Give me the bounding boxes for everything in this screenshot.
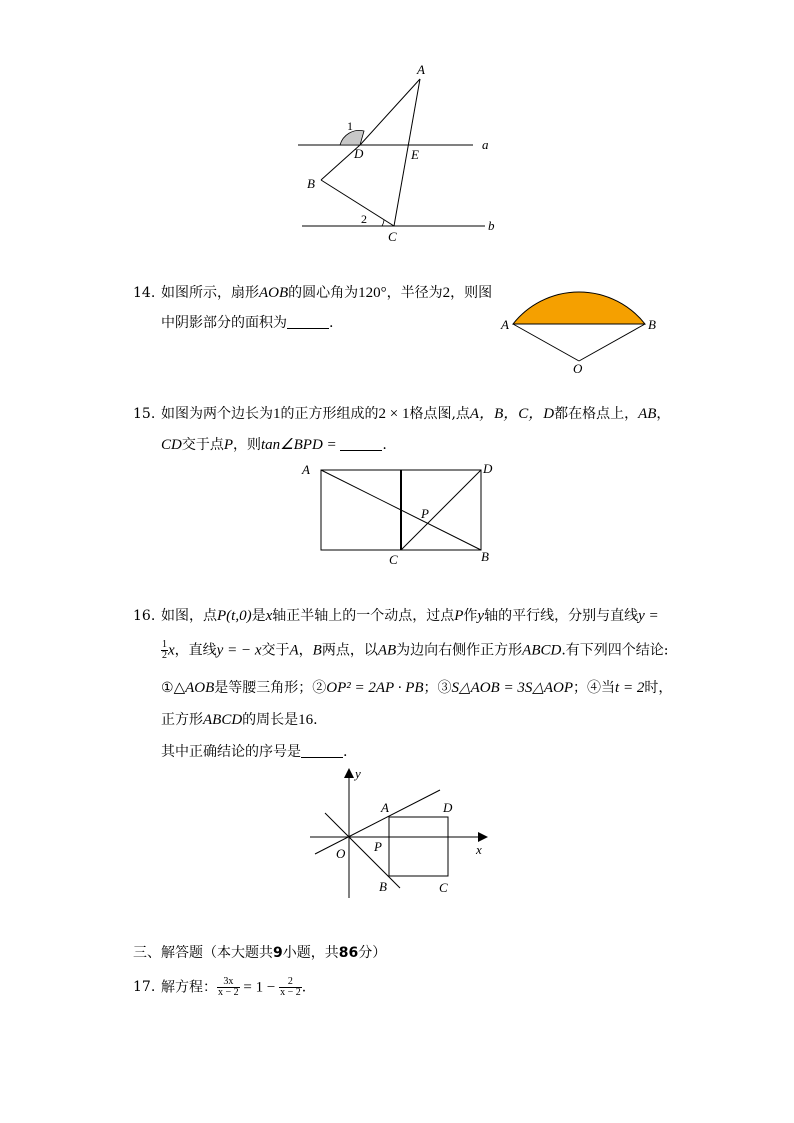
label-O: O — [336, 846, 346, 861]
shaded-segment — [513, 292, 645, 324]
segment-AD — [360, 79, 420, 145]
figure-q16-coordinate — [305, 763, 500, 903]
label-O: O — [573, 361, 583, 376]
figure-q15-grid — [298, 460, 498, 570]
label-B: B — [307, 176, 315, 191]
label-D: D — [483, 461, 493, 476]
figure-q14-sector — [498, 278, 668, 378]
figure-q13 — [290, 60, 510, 250]
label-B: B — [481, 549, 489, 564]
question-number: 16. — [133, 608, 156, 624]
label-C: C — [389, 552, 398, 567]
label-A: A — [501, 317, 509, 332]
segment-BC — [321, 180, 394, 226]
label-A: A — [381, 800, 389, 815]
label-P: P — [374, 839, 382, 854]
label-1: 1 — [347, 119, 353, 133]
square-ABCD — [389, 817, 448, 876]
label-E: E — [411, 147, 419, 162]
label-B: B — [379, 879, 387, 894]
question-number: 14. — [133, 285, 156, 301]
label-y: y — [355, 766, 361, 781]
question-number: 15. — [133, 406, 156, 422]
question-number: 17. — [133, 979, 156, 995]
y-axis-arrow — [344, 768, 354, 778]
radius-OA — [513, 324, 579, 361]
x-axis-arrow — [478, 832, 488, 842]
answer-blank[interactable] — [340, 436, 382, 451]
label-a: a — [482, 137, 489, 152]
section-3-header: 三、解答题（本大题共9小题，共86分） — [133, 945, 387, 961]
answer-blank[interactable] — [301, 743, 343, 758]
label-P: P — [421, 506, 429, 521]
label-x: x — [476, 842, 482, 857]
angle-2-mark — [382, 220, 384, 226]
segment-CD — [401, 470, 481, 550]
answer-blank[interactable] — [287, 314, 329, 329]
fraction-3x-over-x-2: $\frac{3x}{x - 2}$ — [218, 976, 239, 998]
fraction-2-over-x-2: $\frac{2}{x - 2}$ — [280, 976, 301, 998]
label-2: 2 — [361, 212, 367, 226]
label-C: C — [439, 880, 448, 895]
label-D: D — [443, 800, 453, 815]
label-A: A — [302, 462, 310, 477]
label-D: D — [354, 146, 364, 161]
fraction-one-half: $\frac{1}{2}$ — [162, 639, 167, 661]
radius-OB — [579, 324, 645, 361]
label-B: B — [648, 317, 656, 332]
label-C: C — [388, 229, 397, 244]
label-b: b — [488, 218, 495, 233]
label-A: A — [417, 62, 425, 77]
